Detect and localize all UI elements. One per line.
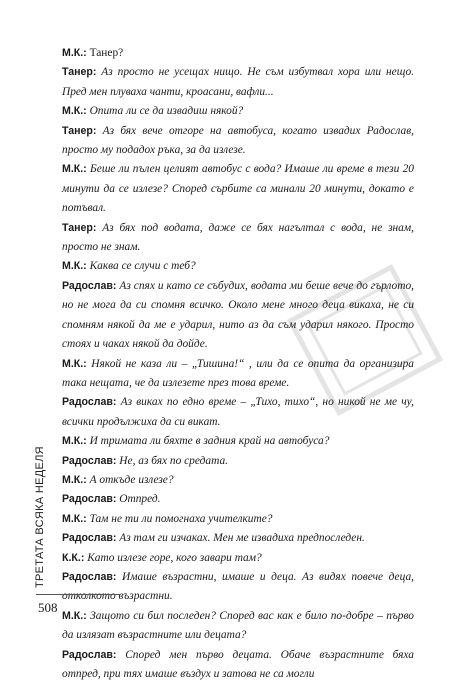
paragraph: [62, 471, 414, 490]
paragraph: [62, 63, 414, 102]
speech-text: Каква се случи с теб?: [86, 260, 196, 273]
speaker-label: М.К.:: [62, 47, 87, 59]
speaker-label: Радослав:: [62, 532, 117, 545]
footer-divider: [36, 594, 120, 595]
speaker-label: М.К.:: [62, 105, 87, 118]
paragraph: [62, 122, 414, 161]
speaker-label: Радослав:: [62, 454, 117, 467]
speech-text: Някой не каза ли – „Тишина!“ , или да се опита да организира така нещата, че да излезете през това време.: [62, 357, 414, 389]
page-number: 508: [38, 600, 58, 615]
speech-text: Аз бях вече отгоре на автобуса, когато извадих Радослав, просто му подадох ръка, за да излезе.: [62, 124, 414, 157]
speech-text: Опита ли се да извадиш някой?: [86, 105, 244, 118]
paragraph: [62, 44, 414, 63]
speech-text: Имаше възрастни, имаше и деца. Аз видях повече деца, отколкото възрастни.: [62, 570, 414, 603]
speech-text: Аз бях под водата, даже се бях нагълтал с вода, не знам, просто не знам.: [62, 221, 414, 254]
paragraph: [62, 432, 414, 451]
speech-text: Аз просто не усещах нищо. Не съм избутвал хора или нещо. Пред мен плуваха чанти, кроасани, вафли...: [62, 66, 414, 98]
paragraph: [62, 490, 414, 509]
paragraph: [62, 529, 414, 548]
speech-text: И тримата ли бяхте в задния край на автобуса?: [86, 435, 330, 448]
speaker-label: Танер:: [62, 221, 97, 234]
speech-text: Аз виках по едно време – „Тихо, тихо“, но никой не ме чу, всички продължиха да си викат.: [62, 396, 414, 428]
vertical-section-title: ТРЕТАТА ВСЯКА НЕДЕЛЯ: [34, 446, 46, 588]
speaker-label: Танер:: [62, 66, 97, 79]
speaker-label: Танер:: [62, 124, 97, 137]
paragraph: [62, 568, 414, 607]
speaker-label: М.К.:: [62, 435, 87, 448]
interview-text: [62, 44, 414, 684]
speaker-label: Радослав:: [62, 648, 117, 661]
paragraph: [62, 355, 414, 394]
speaker-label: М.К.:: [62, 357, 87, 370]
paragraph: [62, 160, 414, 218]
paragraph: [62, 393, 414, 432]
speech-text: Като излезе горе, кого завари там?: [84, 551, 262, 564]
paragraph: [62, 257, 414, 276]
speech-text: Защото си бил последен? Според вас как е било по-добре – първо да излязат възрастните или децата?: [62, 609, 414, 642]
speech-text: Според мен първо децата. Обаче възрастните бяха отпред, при тях имаше въздух и затова не са могли: [62, 648, 414, 680]
paragraph: [62, 510, 414, 529]
speaker-label: М.К.:: [62, 512, 87, 525]
speech-text: Аз спях и като се събудих, водата ми беше вече до гърлото, но не мога да си спомня всичко. Около мене много деца викаха, не си спомням някой да ме е ударил, нито аз да съм ударил някого. Просто стоях и чаках някой да дойде.: [62, 279, 414, 351]
speech-text: Там не ти ли помогнаха учителките?: [86, 512, 273, 525]
paragraph: [62, 277, 414, 355]
paragraph: [62, 219, 414, 258]
speaker-label: М.К.:: [62, 609, 87, 622]
speaker-label: Радослав:: [62, 493, 117, 506]
speaker-label: К.К.:: [62, 551, 85, 564]
speaker-label: Радослав:: [62, 279, 117, 292]
speech-text: Аз там ги изчаках. Мен ме извадиха предпоследен.: [116, 532, 365, 545]
speaker-label: М.К.:: [62, 163, 87, 176]
paragraph: [62, 102, 414, 121]
paragraph: [62, 549, 414, 568]
speaker-label: М.К.:: [62, 260, 87, 273]
speaker-label: Радослав:: [62, 570, 117, 583]
speech-text: А откъде излезе?: [86, 473, 174, 486]
paragraph: [62, 646, 414, 684]
speech-text: Беше ли пълен целият автобус с вода? Имаше ли време в тези 20 минути да се излезе? Според сърбите са минали 20 минути, докато е потъвал.: [62, 163, 414, 215]
speech-text: Отпред.: [116, 493, 161, 506]
paragraph: [62, 452, 414, 471]
speaker-label: М.К.:: [62, 473, 87, 486]
speech-text: Танер?: [86, 47, 124, 59]
paragraph: [62, 607, 414, 646]
speech-text: Не, аз бях по средата.: [116, 454, 229, 467]
speaker-label: Радослав:: [62, 396, 117, 409]
